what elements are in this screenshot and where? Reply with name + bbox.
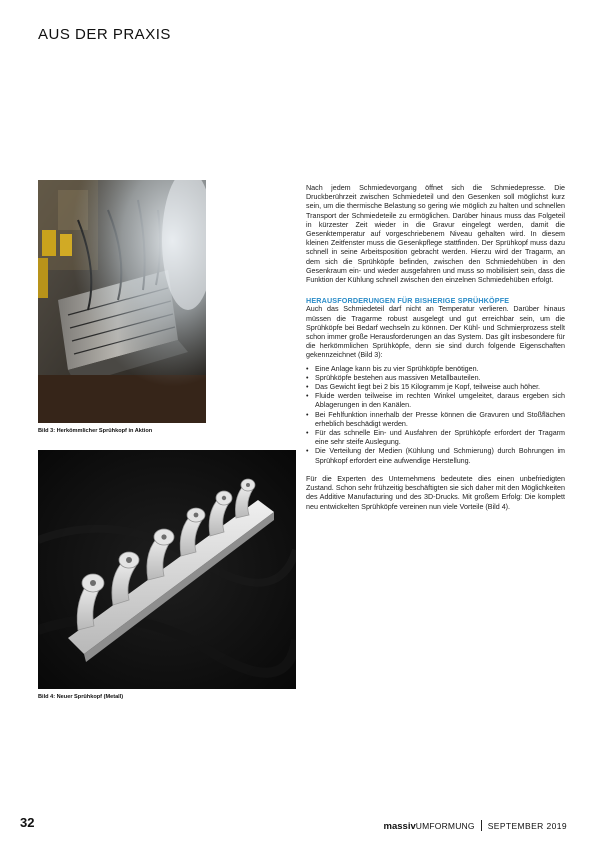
paragraph-closing: Für die Experten des Unternehmens bedeutete dies einen unbefriedigten Zustand. Schon sehr frühzeitig beschäftigten sie sich daher mit den Möglichkeiten des Additive Manufacturing und des 3D-Drucks. Mit großem Erfolg: Die komplett neu entwickelten Sprühköpfe vereinen nun viele Vorteile (Bild 4).	[306, 474, 565, 511]
figure-new-spray-head	[38, 450, 296, 689]
article-body	[306, 184, 565, 512]
figure-caption: Bild 4: Neuer Sprühkopf (Metall)	[38, 694, 124, 700]
list-item: • Das Gewicht liegt bei 2 bis 15 Kilogramm je Kopf, teilweise auch höher.	[306, 383, 565, 392]
subheading: HERAUSFORDERUNGEN FÜR BISHERIGE SPRÜHKÖPFE	[306, 296, 510, 306]
photo-new-metal-spray-head	[38, 450, 296, 689]
figure-spray-head-in-action	[38, 180, 206, 423]
brand-name-bold: massiv	[383, 821, 416, 832]
list-item: • Sprühköpfe bestehen aus massiven Metallbauteilen.	[306, 374, 565, 383]
paragraph-intro: Nach jedem Schmiedevorgang öffnet sich die Schmiedepresse. Die Druckberührzeit zwischen Schmiedeteil und den Gesenken soll möglichst kurz sein, um die thermische Belastung so gering wie möglich zu halten und schnellen Transport der Schmiedeteile zu ermöglichen. Darüber hinaus muss das Folgeteil in kürzester Zeit wieder in die Gravur eingelegt werden, damit die Gesenktemperatur auf vorgeschriebenem Niveau gehalten wird. In diesem kleinen Zeitfenster muss die Gesenkpflege stattfinden. Der Sprühkopf muss dazu schnell in seine Arbeitsposition gebracht werden. Hierzu wird der Tragarm, an dem sich die Sprühköpfe befinden, zwischen den Schmiedehüben in den Gesenkraum ein- und wieder ausgefahren und muss so mobilisiert sein, dass die Funktion der Kühlung schnell zwischen den einzelnen Schmiedehüben erfolgt.	[306, 184, 565, 285]
section-title: AUS DER PRAXIS	[38, 26, 171, 43]
list-item: • Bei Fehlfunktion innerhalb der Presse können die Gravuren und Stoßflächen erheblich beschädigt werden.	[306, 411, 565, 429]
list-item: • Die Verteilung der Medien (Kühlung und Schmierung) durch Bohrungen im Sprühkopf erfordert eine aufwendige Herstellung.	[306, 447, 565, 465]
list-item: • Für das schnelle Ein- und Ausfahren der Sprühköpfe erfordert der Tragarm eine sehr steife Auslegung.	[306, 429, 565, 447]
list-item: • Fluide werden teilweise im rechten Winkel umgeleitet, daraus ergeben sich Ablagerungen in den Kanälen.	[306, 392, 565, 410]
brand-name-light: UMFORMUNG	[415, 821, 475, 831]
list-item: • Eine Anlage kann bis zu vier Sprühköpfe benötigen.	[306, 365, 565, 374]
issue-date: SEPTEMBER 2019	[487, 821, 567, 831]
divider	[481, 820, 482, 831]
photo-conventional-spray-head	[38, 180, 206, 423]
page-number: 32	[20, 815, 35, 830]
paragraph-challenges: Auch das Schmiedeteil darf nicht an Temperatur verlieren. Darüber hinaus müssen die Tragarme robust ausgelegt und gut erreichbar sein, um die Sprühköpfe bei Bedarf wechseln zu können. Der Kühl- und Schmierprozess stellt schon immer große Herausforderungen an das System. Das gilt insbesondere für die herkömmlichen Sprühköpfe, denn sie sind durch folgende Eigenschaften gekennzeichnet (Bild 3):	[306, 305, 565, 360]
bullet-list	[306, 365, 565, 466]
figure-caption: Bild 3: Herkömmlicher Sprühkopf in Aktion	[38, 428, 153, 434]
footer-masthead	[384, 818, 567, 832]
